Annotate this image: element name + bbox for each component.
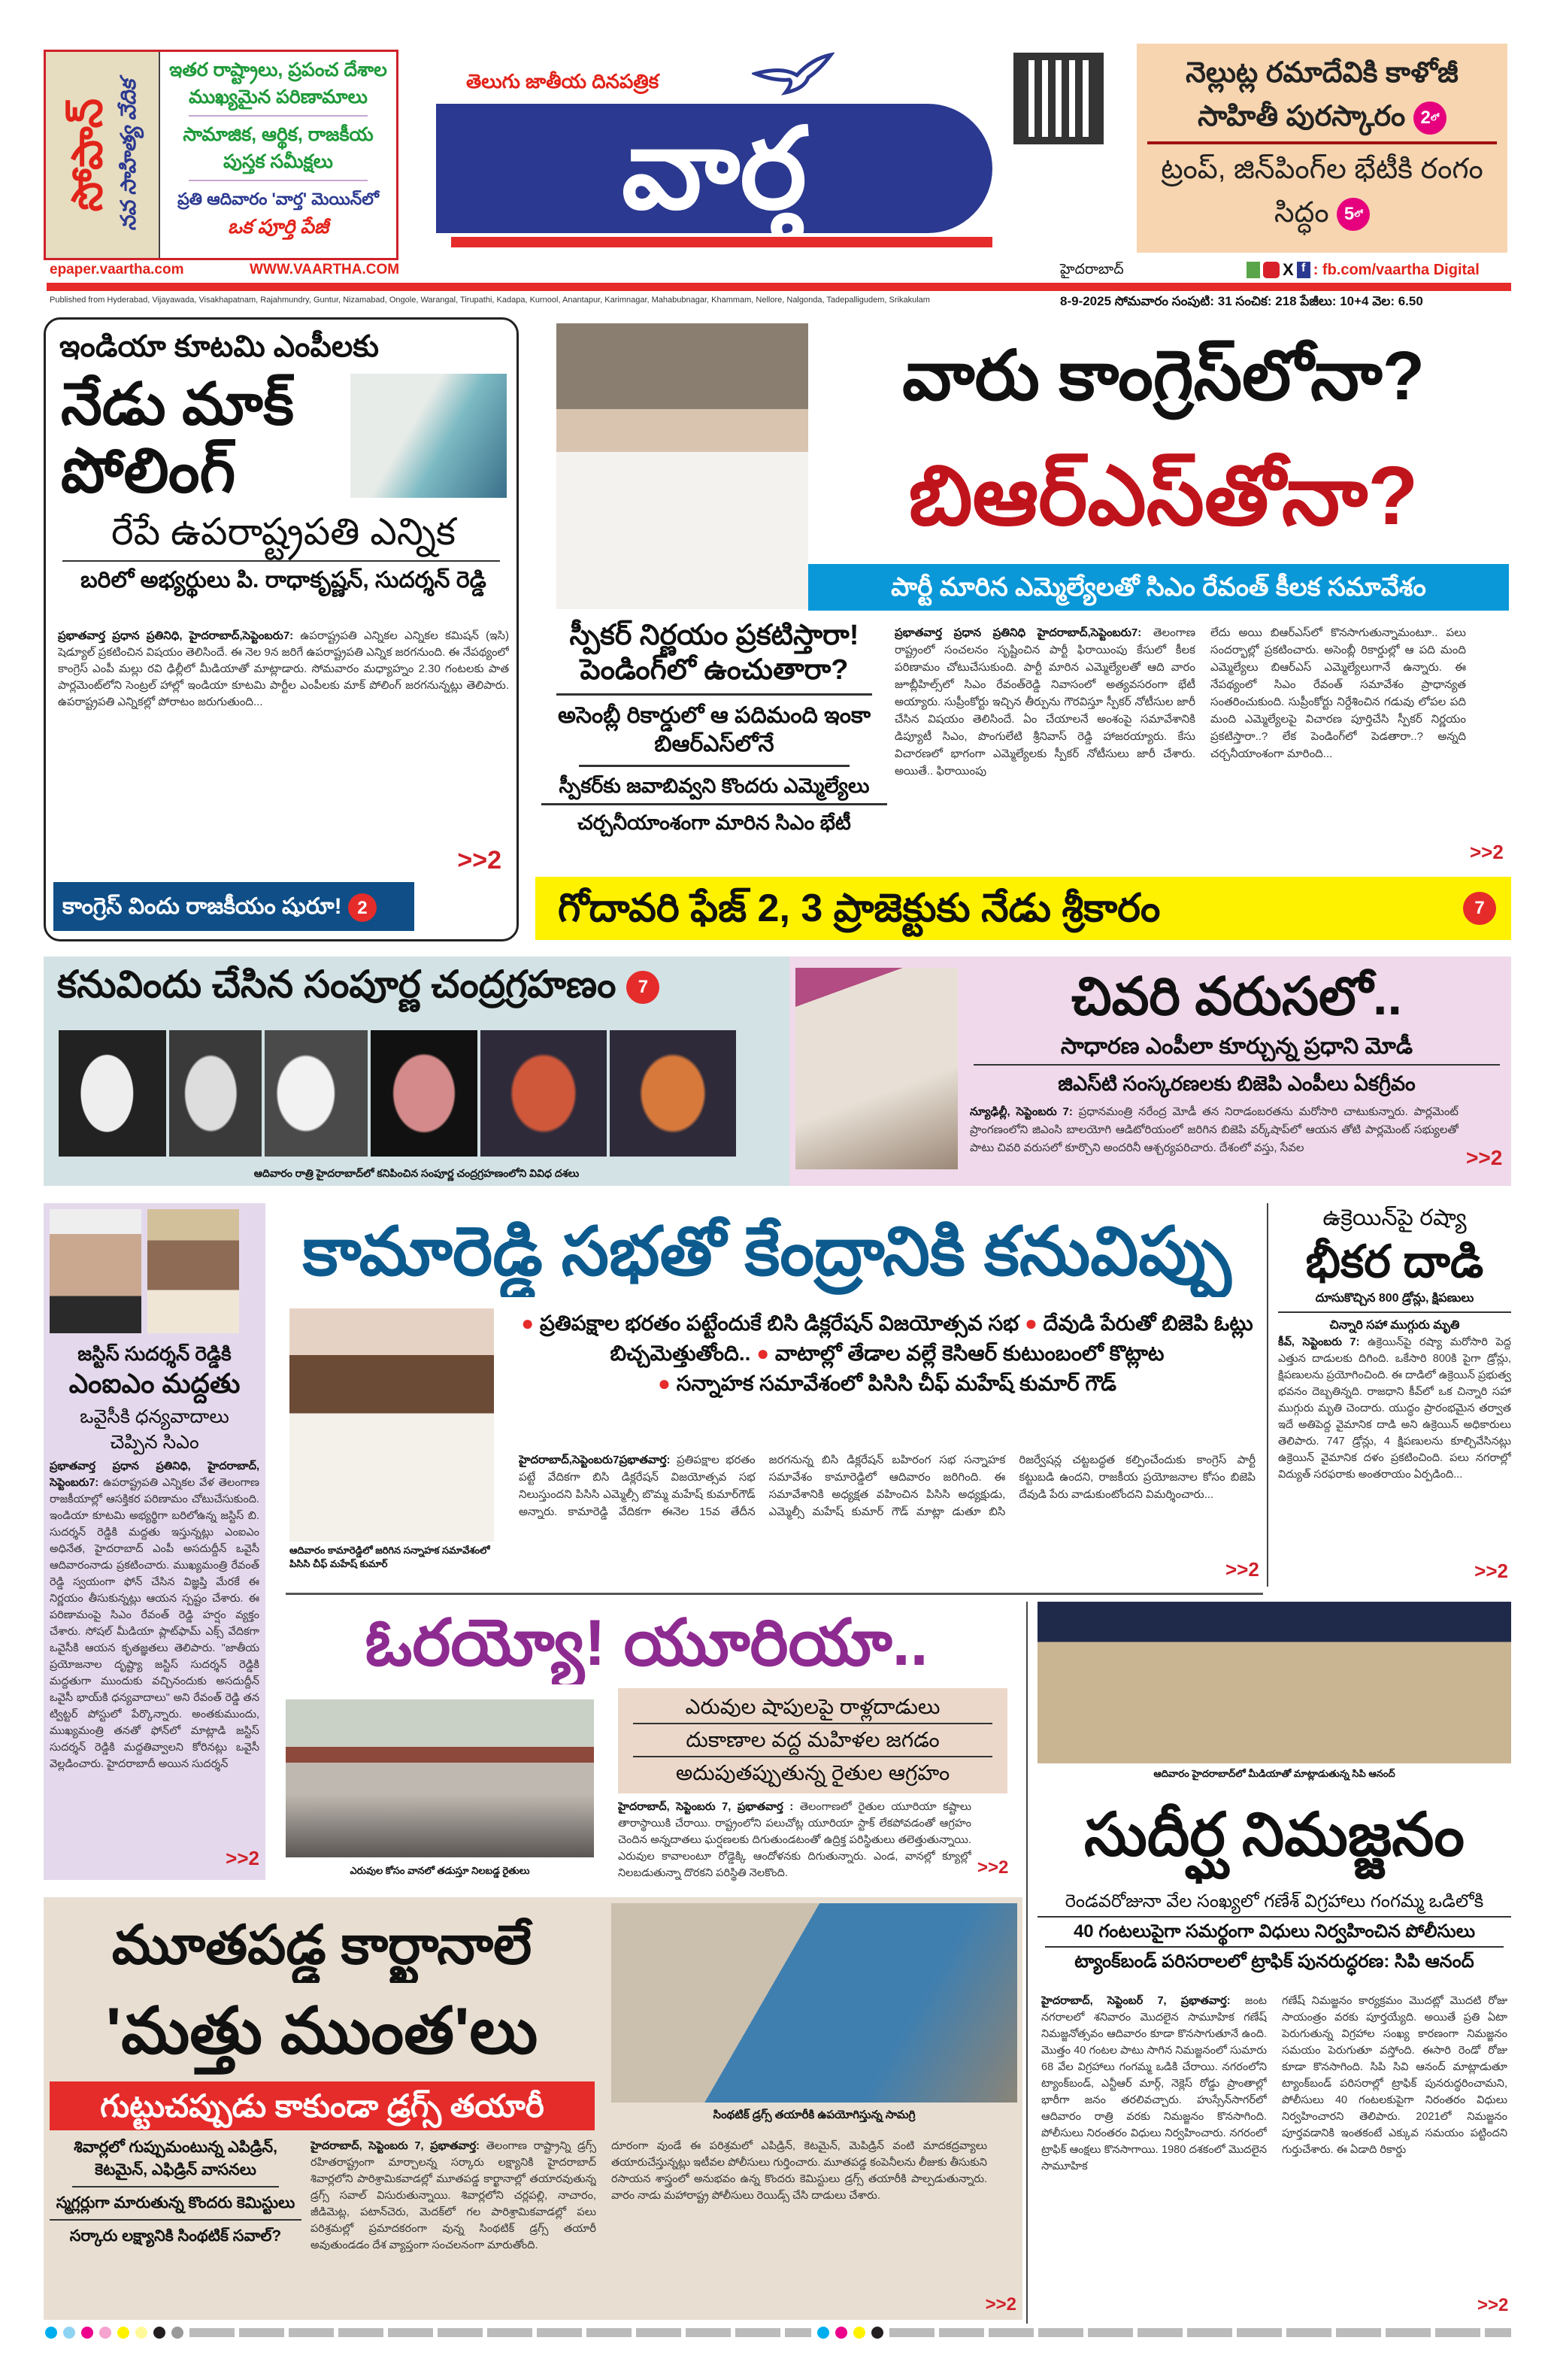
dove-icon (752, 51, 835, 96)
header-red-rule (47, 283, 1511, 291)
lead-subhead: చర్చనీయాంశంగా మారిన సిఎం భేటీ (577, 811, 851, 834)
kamareddy-body: హైదరాబాద్,సెప్టెంబరు7ప్రభాతవార్త: ప్రతిపక్షాల భరతం పట్టే వేదికగా బిసి డిక్లరేషన్ విజయోత్సవ సభ నిలుస్తుందని పిసిసి ఎమ్మెల్సీ బొమ్మ మహేష్ కుమార్‌గౌడ్ అన్నారు. కామారెడ్డి వేదికగా ఈనెల 15వ తేదీన జరగనున్న బిసి డిక్లరేషన్ బహిరంగ సభ సన్నాహక సమావేశం కామారెడ్డిలో ఆదివారం జరిగింది. ఈ సమావేశానికి అధ్యక్షత వహించిన పిసిసి అధ్యక్షుడు, ఎమ్మెల్సీ మహేష్ కుమార్ గౌడ్ మాట్లా డుతూ బిసి రిజర్వేషన్ల చట్టబద్ధత కల్పించేందుకు కాంగ్రెస్ పార్టీ కట్టుబడి ఉందని, రాజకీయ ప్రయోజనాల కోసం బిజెపి దేవుడి పేరు వాడుకుంటోందని విమర్శించారు... (519, 1454, 1256, 1518)
promo-line: సామాజిక, ఆర్థిక, రాజకీయ (183, 124, 374, 145)
drugs-headline-2: 'మత్తు ముంత'లు (105, 1995, 538, 2067)
page-ref-badge: 2 లో (1413, 102, 1446, 135)
continued-link[interactable]: >>2 (1470, 841, 1504, 863)
urea-subhead: ఎరువుల షాపులపై రాళ్లదాడులు (685, 1695, 941, 1718)
lead-headline-2: బిఆర్‌ఎస్‌తోనా? (908, 450, 1419, 542)
owaisi-headline: ఎంఐఎం మద్దతు (68, 1368, 241, 1399)
moon-phase-photo (610, 1030, 736, 1157)
continued-link[interactable]: >>2 (1477, 2295, 1509, 2315)
immersion-subhead: ట్యాంక్‌బండ్ పరిసరాలలో ట్రాఫిక్ పునరుద్ధరణ: సిపి ఆనంద్ (1074, 1951, 1474, 1972)
poll-footer-band[interactable]: కాంగ్రెస్ విందు రాజకీయం షురూ! 2 (53, 882, 414, 931)
moon-phase-photo (371, 1030, 477, 1157)
website-link[interactable]: WWW.VAARTHA.COM (250, 262, 400, 277)
promo-vertical-sub: నవ సాహిత్య వేదిక (117, 79, 140, 231)
modi-subhead: సాధారణ ఎంపీలా కూర్చున్న ప్రధాని మోడీ (1060, 1034, 1413, 1059)
poll-story (44, 317, 519, 941)
ukraine-story (1278, 1203, 1511, 1587)
evm-photo (350, 374, 507, 498)
promo-line: ప్రతి ఆదివారం 'వార్త' మెయిన్‌లో (177, 189, 379, 208)
urea-headline: ఓరయ్యో! యూరియా.. (365, 1607, 928, 1679)
lead-body-col1: ప్రభాతవార్త ప్రధాన ప్రతినిధి హైదరాబాద్,సెప్టెంబరు7: తెలంగాణ రాష్ట్రంలో సంచలనం సృష్టించిన పార్టీ ఫిరాయింపు కేసులో కీలక పరిణామం చోటుచేసుకుంది. పార్టీ మారిన ఎమ్మెల్యేలతో ఆది వారం జూబ్లీహిల్స్‌లో సిఎం రేవంత్‌రెడ్డి నివాసంలో అత్యవసరంగా భేటీ అయ్యారు. సుప్రీంకోర్టు ఇచ్చిన తీర్పును గౌరవిస్తూ స్పీకర్ నోటీసుల జారీ చేసిన విషయం తెలిసిందే. ఏం చేయాలనే అంశంపై సమావేశానికి డిప్యూటీ సిఎం, పొంగులేటి శ్రీనివాస్ రెడ్డి హాజరయ్యారు. కేసు విచారణలో భాగంగా ఎమ్మెల్యేలకు స్పీకర్ నోటీసులు జారీ చేశారు. అయితే.. ఫిరాయింపు (895, 626, 1195, 778)
masthead-logo: వార్త (436, 104, 992, 233)
drugs-subhead: స్మగ్లర్లుగా మారుతున్న కొందరు కెమిస్టులు (56, 2194, 295, 2212)
poll-title-2: పోలింగ్ (61, 438, 236, 505)
lead-body-col2: లేదు అయి బిఆర్‌ఎస్‌లో కొనసాగుతున్నామంటూ.. పలు సందర్భాల్లో ప్రకటించారు. అసెంబ్లీ రికార్డుల్లో ఆ పది మంది ఎమ్మెల్యేలు బిఆర్‌ఎస్ ఎమ్మెల్యేలుగానే ఉన్నారు. ఈ నేపథ్యంలో సిఎం రేవంత్ సమావేశం ప్రాధాన్యత సంతరించుకుంది. సుప్రీంకోర్టు నిర్దేశించిన గడువు లోపల పది మంది ఎమ్మెల్యేలపై విచారణ పూర్తిచేసి స్పీకర్ నిర్ణయం ప్రకటిస్తారా..? లేక పెండింగ్‌లో పెడతారా..? అన్నది చర్చనీయాంశంగా మారింది... (1210, 626, 1466, 760)
drugs-body-col2: దూరంగా వుండే ఈ పరిశ్రమలో ఎపిడ్రిన్, కెటమైన్, మెపిడ్రిన్ వంటి మాదకద్రవ్యాలు తయారుచేస్తున్నట్లు ఇటీవల పోలీసులు గుర్తించారు. మూతపడ్డ కంపెనీలను లీజుకు తీసుకుని రసాయన శాస్త్రంలో అనుభవం ఉన్న కొందరు కెమిస్టులు డ్రగ్స్ తయారీకి పాల్పడుతున్నారు. వారం నాడు మహారాష్ట్ర పోలీసులు రెయిడ్స్ చేసి దాడులు చేశారు. (611, 2140, 987, 2202)
continued-link[interactable]: >>2 (1466, 1146, 1503, 1169)
owaisi-photo (147, 1209, 239, 1333)
drugs-headline-1: మూతపడ్డ కార్ఖానాలే (111, 1915, 532, 1975)
modi-body: న్యూఢిల్లీ, సెప్టెంబరు 7: ప్రధానమంత్రి నరేంద్ర మోడీ తన నిరాడంబరతను మరోసారి చాటుకున్నారు. పార్లమెంట్ ప్రాంగణంలోని జిఎంసి బాలయోగి ఆడిటోరియంలో జరిగిన బిజెపి వర్క్‌షాప్‌లో ఆయన తోటి పార్లమెంట్ సభ్యులతో పాటు చివరి వరుసలో కూర్చొని అందరినీ ఆశ్చర్యపరిచారు. దేశంలో వస్తు, సేవల (970, 1105, 1459, 1154)
farmers-in-rain-photo (286, 1699, 594, 1857)
facebook-icon[interactable]: f (1297, 262, 1310, 278)
continued-link[interactable]: >>2 (226, 1847, 259, 1869)
sudershan-reddy-photo (50, 1209, 141, 1333)
google-news-icon[interactable] (1247, 262, 1260, 278)
urea-photo-caption: ఎరువుల కోసం వానలో తడుస్తూ నిలబడ్డ రైతులు (350, 1865, 530, 1876)
city-label: హైదరాబాద్ (1060, 262, 1124, 277)
moon-phase-photo (265, 1030, 368, 1157)
godavari-banner[interactable]: గోదావరి ఫేజ్ 2, 3 ప్రాజెక్టుకు నేడు శ్రీకారం 7 (535, 877, 1511, 940)
modi-headline: చివరి వరుసలో.. (1071, 967, 1402, 1026)
continued-link[interactable]: >>2 (1225, 1558, 1259, 1581)
drugs-story (44, 1897, 1022, 2320)
youtube-icon[interactable] (1263, 262, 1280, 278)
kamareddy-headline: కామారెడ్డి సభతో కేంద్రానికి కనువిప్పు (302, 1214, 1231, 1290)
teaser-2[interactable]: ట్రంప్, జిన్‌పింగ్‌ల భేటీకి రంగం సిద్ధం 5 లో (1147, 147, 1497, 235)
eclipse-caption: ఆదివారం రాత్రి హైదరాబాద్‌లో కనిపించిన సంపూర్ణ చంద్రగ్రహణంలోని వివిధ దశలు (253, 1167, 580, 1179)
tagline: తెలుగు జాతీయ దినపత్రిక (466, 70, 659, 92)
immersion-photo-caption: ఆదివారం హైదరాబాద్‌లో మీడియాతో మాట్లాడుతున్న సిపి ఆనంద్ (1153, 1768, 1395, 1779)
urea-subheads (618, 1688, 1007, 1793)
kamareddy-photo-caption: ఆదివారం కామారెడ్డిలో జరిగిన సన్నాహక సమావేశంలో పిసిసి చీఫ్ మహేష్ కుమార్ (289, 1545, 490, 1569)
teaser-box (1137, 44, 1507, 253)
moon-phase-photo (169, 1030, 262, 1157)
poll-title-1: నేడు మాక్ (61, 371, 294, 437)
continued-link[interactable]: >>2 (977, 1857, 1009, 1878)
ukraine-subhead: చిన్నారి సహా ముగ్గురు మృతి (1329, 1319, 1460, 1332)
dateline: 8-9-2025 సోమవారం సంపుటి: 31 సంచిక: 218 పేజీలు: 10+4 వెల: 6.50 (1060, 294, 1423, 308)
published-from: Published from Hyderabad, Vijayawada, Visakhapatnam, Rajahmundry, Guntur, Nizamabad, Ongole, Warangal, Tirupathi, Kadapa, Kurnool, Anantapur, Karimnagar, Mahabubnagar, Khammam, Nellore, Nalgonda, Tadepalligudem, Srikakulam (50, 296, 930, 305)
promo-line: ముఖ్యమైన పరిణామాలు (189, 86, 368, 108)
continued-link[interactable]: >>2 (457, 846, 501, 875)
promo-vertical-logo (46, 52, 159, 258)
owaisi-subhead: ఒవైసీకి ధన్యవాదాలు చెప్పిన సిఎం (80, 1406, 229, 1453)
urea-subhead: దుకాణాల వద్ద మహిళల జగడం (686, 1728, 940, 1751)
lead-subhead: స్పీకర్ నిర్ణయం ప్రకటిస్తారా! పెండింగ్‌లో ఉంచుతారా? (569, 620, 859, 686)
ukraine-kicker: ఉక్రెయిన్‌పై రష్యా (1322, 1205, 1467, 1230)
qr-code (1013, 53, 1104, 144)
facebook-handle[interactable]: : fb.com/vaartha Digital (1313, 261, 1480, 278)
drugs-subheads (50, 2136, 301, 2248)
color-registration-strip (45, 2325, 1511, 2340)
immersion-subhead: 40 గంటలుపైగా సమర్థంగా విధులు నిర్వహించిన పోలీసులు (1073, 1921, 1476, 1942)
drugs-subhead: సర్కారు లక్ష్యానికి సింథటిక్ సవాల్? (69, 2227, 282, 2245)
drugs-photo-caption: సింథటిక్ డ్రగ్స్ తయారీకి ఉపయోగిస్తున్న సామగ్రి (713, 2109, 916, 2121)
ukraine-subhead: దూసుకొచ్చిన 800 డ్రోన్లు, క్షిపణులు (1315, 1292, 1474, 1305)
eclipse-photos (59, 1030, 736, 1157)
page-ref-badge: 7 (1463, 892, 1496, 925)
promo-line: ఇతర రాష్ట్రాలు, ప్రపంచ దేశాల (169, 59, 387, 80)
eclipse-headline: కనువిందు చేసిన సంపూర్ణ చంద్రగ్రహణం (57, 963, 616, 1005)
drugs-body-col1: హైదరాబాద్, సెప్టెంబరు 7, ప్రభాతవార్త: తెలంగాణ రాష్ట్రాన్ని డ్రగ్స్ రహితరాష్ట్రంగా మార్చాలన్న సర్కారు లక్ష్యానికి హైదరాబాద్ శివార్లలోని పారిశ్రామికవాడల్లో మూతపడ్డ కార్ఖానాల్లో తయారవుతున్న డ్రగ్స్ సవాల్ విసురుతున్నాయి. శివార్లలోని చర్లపల్లి, నాచారం, జీడిమెట్ల, పటాన్‌చెరు, మెదక్‌లో గల పారిశ్రామికవాడల్లో పలు పరిశ్రమల్లో ప్రమాదకరంగా వున్న సింథటిక్ డ్రగ్స్ తయారీ అవుతుండడం దేశ వ్యాప్తంగా సంచలనంగా మారుతోంది. (310, 2140, 596, 2251)
owaisi-headline: జస్టిస్ సుదర్శన్ రెడ్డికి (77, 1342, 232, 1365)
moon-phase-photo (480, 1030, 607, 1157)
drugs-subhead: శివార్లలో గుప్పుమంటున్న ఎపిడ్రిన్, కెటమైన్, ఎఫిడ్రిన్ వాసనలు (74, 2139, 277, 2178)
urea-body: హైదరాబాద్, సెప్టెంబరు 7, ప్రభాతవార్త : తెలంగాణలో రైతుల యూరియా కష్టాలు తారాస్థాయికి చేరాయి. రాష్ట్రంలోని పలుచోట్ల యూరియా స్టాక్ లేకపోవడంతో ఆగ్రహం చెందిన అన్నదాతలు ఘర్షణలకు దిగుతుండటంతో ఉద్రిక్త పరిస్థితులు తలెత్తుతున్నాయి. ఎరువుల కావాలంటూ రోడ్డెక్కి ఆందోళనకు దిగుతున్నారు. ఎండ, వానల్లో క్యూల్లో నిలబడుతున్నా దొరకని పరిస్థితి నెలకొంది. (618, 1801, 971, 1879)
promo-vertical-title: సోపాన్ (63, 98, 111, 212)
moon-phase-photo (59, 1030, 166, 1157)
owaisi-body: ప్రభాతవార్త ప్రధాన ప్రతినిధి, హైదరాబాద్, సెప్టెంబరు7: ఉపరాష్ట్రపతి ఎన్నికల వేళ తెలంగాణ రాజకీయాల్లో ఆసక్తికర పరిణామం చోటుచేసుకుంది. ఇండియా కూటమి అభ్యర్థిగా బరిలోఉన్న జస్టిస్ బి. సుదర్శన్ రెడ్డికి మద్దతు ఇస్తున్నట్లు ఎంఐఎం అధినేత, హైదరాబాద్ ఎంపీ అసదుద్దీన్ ఒవైసీ ఆదివారంనాడు ప్రకటించారు. ముఖ్యమంత్రి రేవంత్ రెడ్డి స్వయంగా ఫోన్ చేసిన విజ్ఞప్తి మేరకే ఈ నిర్ణయం తీసుకున్నట్లు ఆయన స్పష్టం చేశారు. ఈ పరిణామంపై సిఎం రేవంత్ రెడ్డి హర్షం వ్యక్తం చేశారు. సోషల్ మీడియా ప్లాట్‌ఫామ్ ఎక్స్ వేదికగా ఒవైసీకి ఆయన కృతజ్ఞతలు తెలిపారు. "జాతీయ ప్రయోజనాల దృష్ట్యా జస్టిస్ సుదర్శన్ రెడ్డికి మద్దతుగా ముందుకు వచ్చినందుకు అసదుద్దీన్ ఒవైసీ భాయ్‌కి ధన్యవాదాలు" అని రేవంత్ రెడ్డి తన ట్విట్టర్ పోస్టులో పేర్కొన్నారు. అంతకుముందు, ముఖ్యమంత్రి తనతో ఫోన్‌లో మాట్లాడి జస్టిస్ సుదర్శన్ రెడ్డికి మద్దతివ్వాలని కోరినట్లు ఒవైసీ వెల్లడించారు. హైదరాబాదీ అయిన సుదర్శన్ (50, 1460, 259, 1770)
immersion-subheads (1038, 1887, 1511, 1976)
immersion-subhead: రెండవరోజునా వేల సంఖ్యలో గణేశ్ విగ్రహాలు గంగమ్మ ఒడిలోకి (1065, 1891, 1484, 1912)
modi-workshop-photo (795, 968, 958, 1169)
eclipse-feature (44, 957, 789, 1186)
ukraine-body: కీవ్, సెప్టెంబరు 7: ఉక్రెయిన్‌పై రష్యా మరోసారి పెద్ద ఎత్తున దాడులకు దిగింది. ఒకేసారి 800కి పైగా డ్రోన్లు, క్షిపణులను ప్రయోగించింది. ఈ దాడిలో ఉక్రెయిన్ ప్రభుత్వ భవనం దెబ్బతిన్నది. రాజధాని కీవ్‌లో ఒక చిన్నారి సహా ముగ్గురు మృతి చెందారు. యుద్ధం ప్రారంభమైన తర్వాత ఇదే అతిపెద్ద వైమానిక దాడి అని ఉక్రెయిన్ అధికారులు తెలిపారు. 747 డ్రోన్లు, 4 క్షిపణులను కూల్చివేసినట్లు ఉక్రెయిన్ వైమానిక దళం ప్రకటించింది. పలు నగరాల్లో విద్యుత్ సరఫరాకు అంతరాయం ఏర్పడింది... (1278, 1336, 1511, 1481)
urea-subhead: అదుపుతప్పుతున్న రైతుల ఆగ్రహం (675, 1761, 950, 1784)
poll-body: ప్రభాతవార్త ప్రధాన ప్రతినిధి, హైదరాబాద్,సెప్టెంబరు7: ఉపరాష్ట్రపతి ఎన్నికల ఎన్నికల కమిషన్ (ఇసి) షెడ్యూల్ ప్రకటించిన విషయం తెలిసిందే. ఈ నెల 9న జరిగే ఉపరాష్ట్రపతి ఎన్నిక జరగనుంది. ఈ నేపథ్యంలో కాంగ్రెస్ ఎంపీ మల్లు రవి ఢిల్లీలో మీడియాతో మాట్లాడారు. సోమవారం మధ్యాహ్నం 2.30 గంటలకు పాత పార్లమెంట్‌లోని సెంట్రల్ హాల్లో ఇండియా కూటమి పార్టీల ఎంపీలకు మాక్ పోలింగ్ జరగనున్నట్లు తెలిపారు. ఉపరాష్ట్రపతి ఎన్నికల్లో పోరాటం జరుగుతుంది... (58, 629, 509, 708)
drugs-red-band: గుట్టుచప్పుడు కాకుండా డ్రగ్స్ తయారీ (50, 2081, 595, 2130)
lead-subhead: అసెంబ్లీ రికార్డులో ఆ పదిమంది ఇంకా బిఆర్‌ఎస్‌లోనే (557, 703, 871, 756)
epaper-link[interactable]: epaper.vaartha.com (50, 262, 184, 277)
lead-blue-band: పార్టీ మారిన ఎమ్మెల్యేలతో సిఎం రేవంత్ కీలక సమావేశం (808, 564, 1509, 611)
revanth-reddy-photo (556, 323, 808, 609)
lead-subhead: స్పీకర్‌కు జవాబివ్వని కొందరు ఎమ్మెల్యేలు (559, 775, 870, 797)
x-icon[interactable]: X (1283, 260, 1294, 279)
page-ref-badge: 7 (626, 971, 659, 1004)
continued-link[interactable]: >>2 (1474, 1560, 1508, 1582)
drug-factory-photo (611, 1903, 1017, 2103)
page-ref-badge: 5 లో (1337, 198, 1370, 231)
kamareddy-bullets: ● ప్రతిపక్షాల భరతం పట్టేందుకే బిసి డిక్లరేషన్ విజయోత్సవ సభ ● దేవుడి పేరుతో బిజెపి ఓట్లు బిచ్చమెత్తుతోంది.. ● వాటాల్లో తేడాల వల్లే కెసిఆర్ కుటుంబంలో కొట్లాట ● సన్నాహక సమావేశంలో పిసిసి చీఫ్ మహేష్ కుమార్ గౌడ్ (521, 1311, 1253, 1395)
promo-line: ఒక పూర్తి పేజీ (228, 215, 329, 238)
immersion-headline: సుదీర్ఘ నిమజ్జనం (1084, 1801, 1465, 1868)
ukraine-headline: భీకర దాడి (1305, 1236, 1484, 1287)
mahesh-kumar-goud-photo (289, 1308, 494, 1542)
page-ref-badge: 2 (348, 893, 377, 922)
continued-link[interactable]: >>2 (985, 2294, 1016, 2315)
immersion-body-col2: గణేష్ నిమజ్జనం కార్యక్రమం మొదట్లో మొదటి రోజు సాయంత్రం వరకు పూర్తయ్యేది. అయితే ప్రతి ఏటా పెరుగుతున్న విగ్రహాల సంఖ్య కారణంగా నిమజ్జనం సమయం పెరుగుతూ వస్తోంది. ఈసారి రెండో రోజు కూడా కొనసాగింది. సిపి సివి ఆనంద్ మాట్లాడుతూ ట్యాంక్‌బండ్ పరిసరాల్లో ట్రాఫిక్ పునరుద్ధరించామని, పోలీసులు 40 గంటలకుపైగా నిరంతరం విధులు నిర్వహించారని తెలిపారు. 2021లో నిమజ్జనం పూర్తవడానికి ఇంతకంటే ఎక్కువ సమయం పట్టిందని గుర్తుచేశారు. ఈ ఏడాది రికార్డు (1282, 1995, 1507, 2156)
teaser-1[interactable]: నెల్లుట్ల రమాదేవికి కాళోజీ సాహితీ పురస్కారం 2 లో (1147, 51, 1497, 138)
poll-subhead: బరిలో అభ్యర్థులు పి. రాధాకృష్ణన్, సుదర్శన్ రెడ్డి (80, 568, 486, 593)
masthead-stripe (451, 237, 992, 247)
immersion-body-col1: హైదరాబాద్, సెప్టెంబర్ 7, ప్రభాతవార్త: జంట నగరాలలో శనివారం మొదలైన సామూహిక గణేష్ నిమజ్జనోత్సవం ఆదివారం కూడా కొనసాగుతూనే ఉంది. మొత్తం 40 గంటల పాటు సాగిన నిమజ్జనంలో సుమారు 68 వేల విగ్రహాలు గంగమ్మ ఒడికి చేరాయి. నగరంలోని ట్యాంక్‌బండ్, ఎన్టీఆర్ మార్గ్, నెక్లెస్ రోడ్డు ప్రాంతాల్లో భారీగా జనం తరలివచ్చారు. హుస్సేన్‌సాగర్‌లో ఆదివారం రాత్రి వరకు నిమజ్జనం కొనసాగింది. పోలీసులు నిరంతరం విధులు నిర్వహించారు. నగరంలో ట్రాఫిక్ ఆంక్షలు కొనసాగాయి. 1980 దశకంలో మొదలైన సామూహిక (1041, 1995, 1267, 2172)
promo-box (44, 50, 398, 260)
poll-kicker: ఇండియా కూటమి ఎంపీలకు (59, 330, 379, 363)
poll-title-3: రేపే ఉపరాష్ట్రపతి ఎన్నిక (111, 511, 456, 553)
promo-line: పుస్తక సమీక్షలు (223, 151, 333, 172)
lead-headline-1: వారు కాంగ్రెస్‌లోనా? (902, 338, 1425, 414)
owaisi-story (44, 1203, 265, 1880)
modi-story (789, 957, 1511, 1186)
police-cp-anand-photo (1038, 1602, 1511, 1763)
modi-subhead: జిఎస్‌టి సంస్కరణలకు బిజెపి ఎంపీలు ఏకగ్రీవం (1058, 1072, 1416, 1095)
